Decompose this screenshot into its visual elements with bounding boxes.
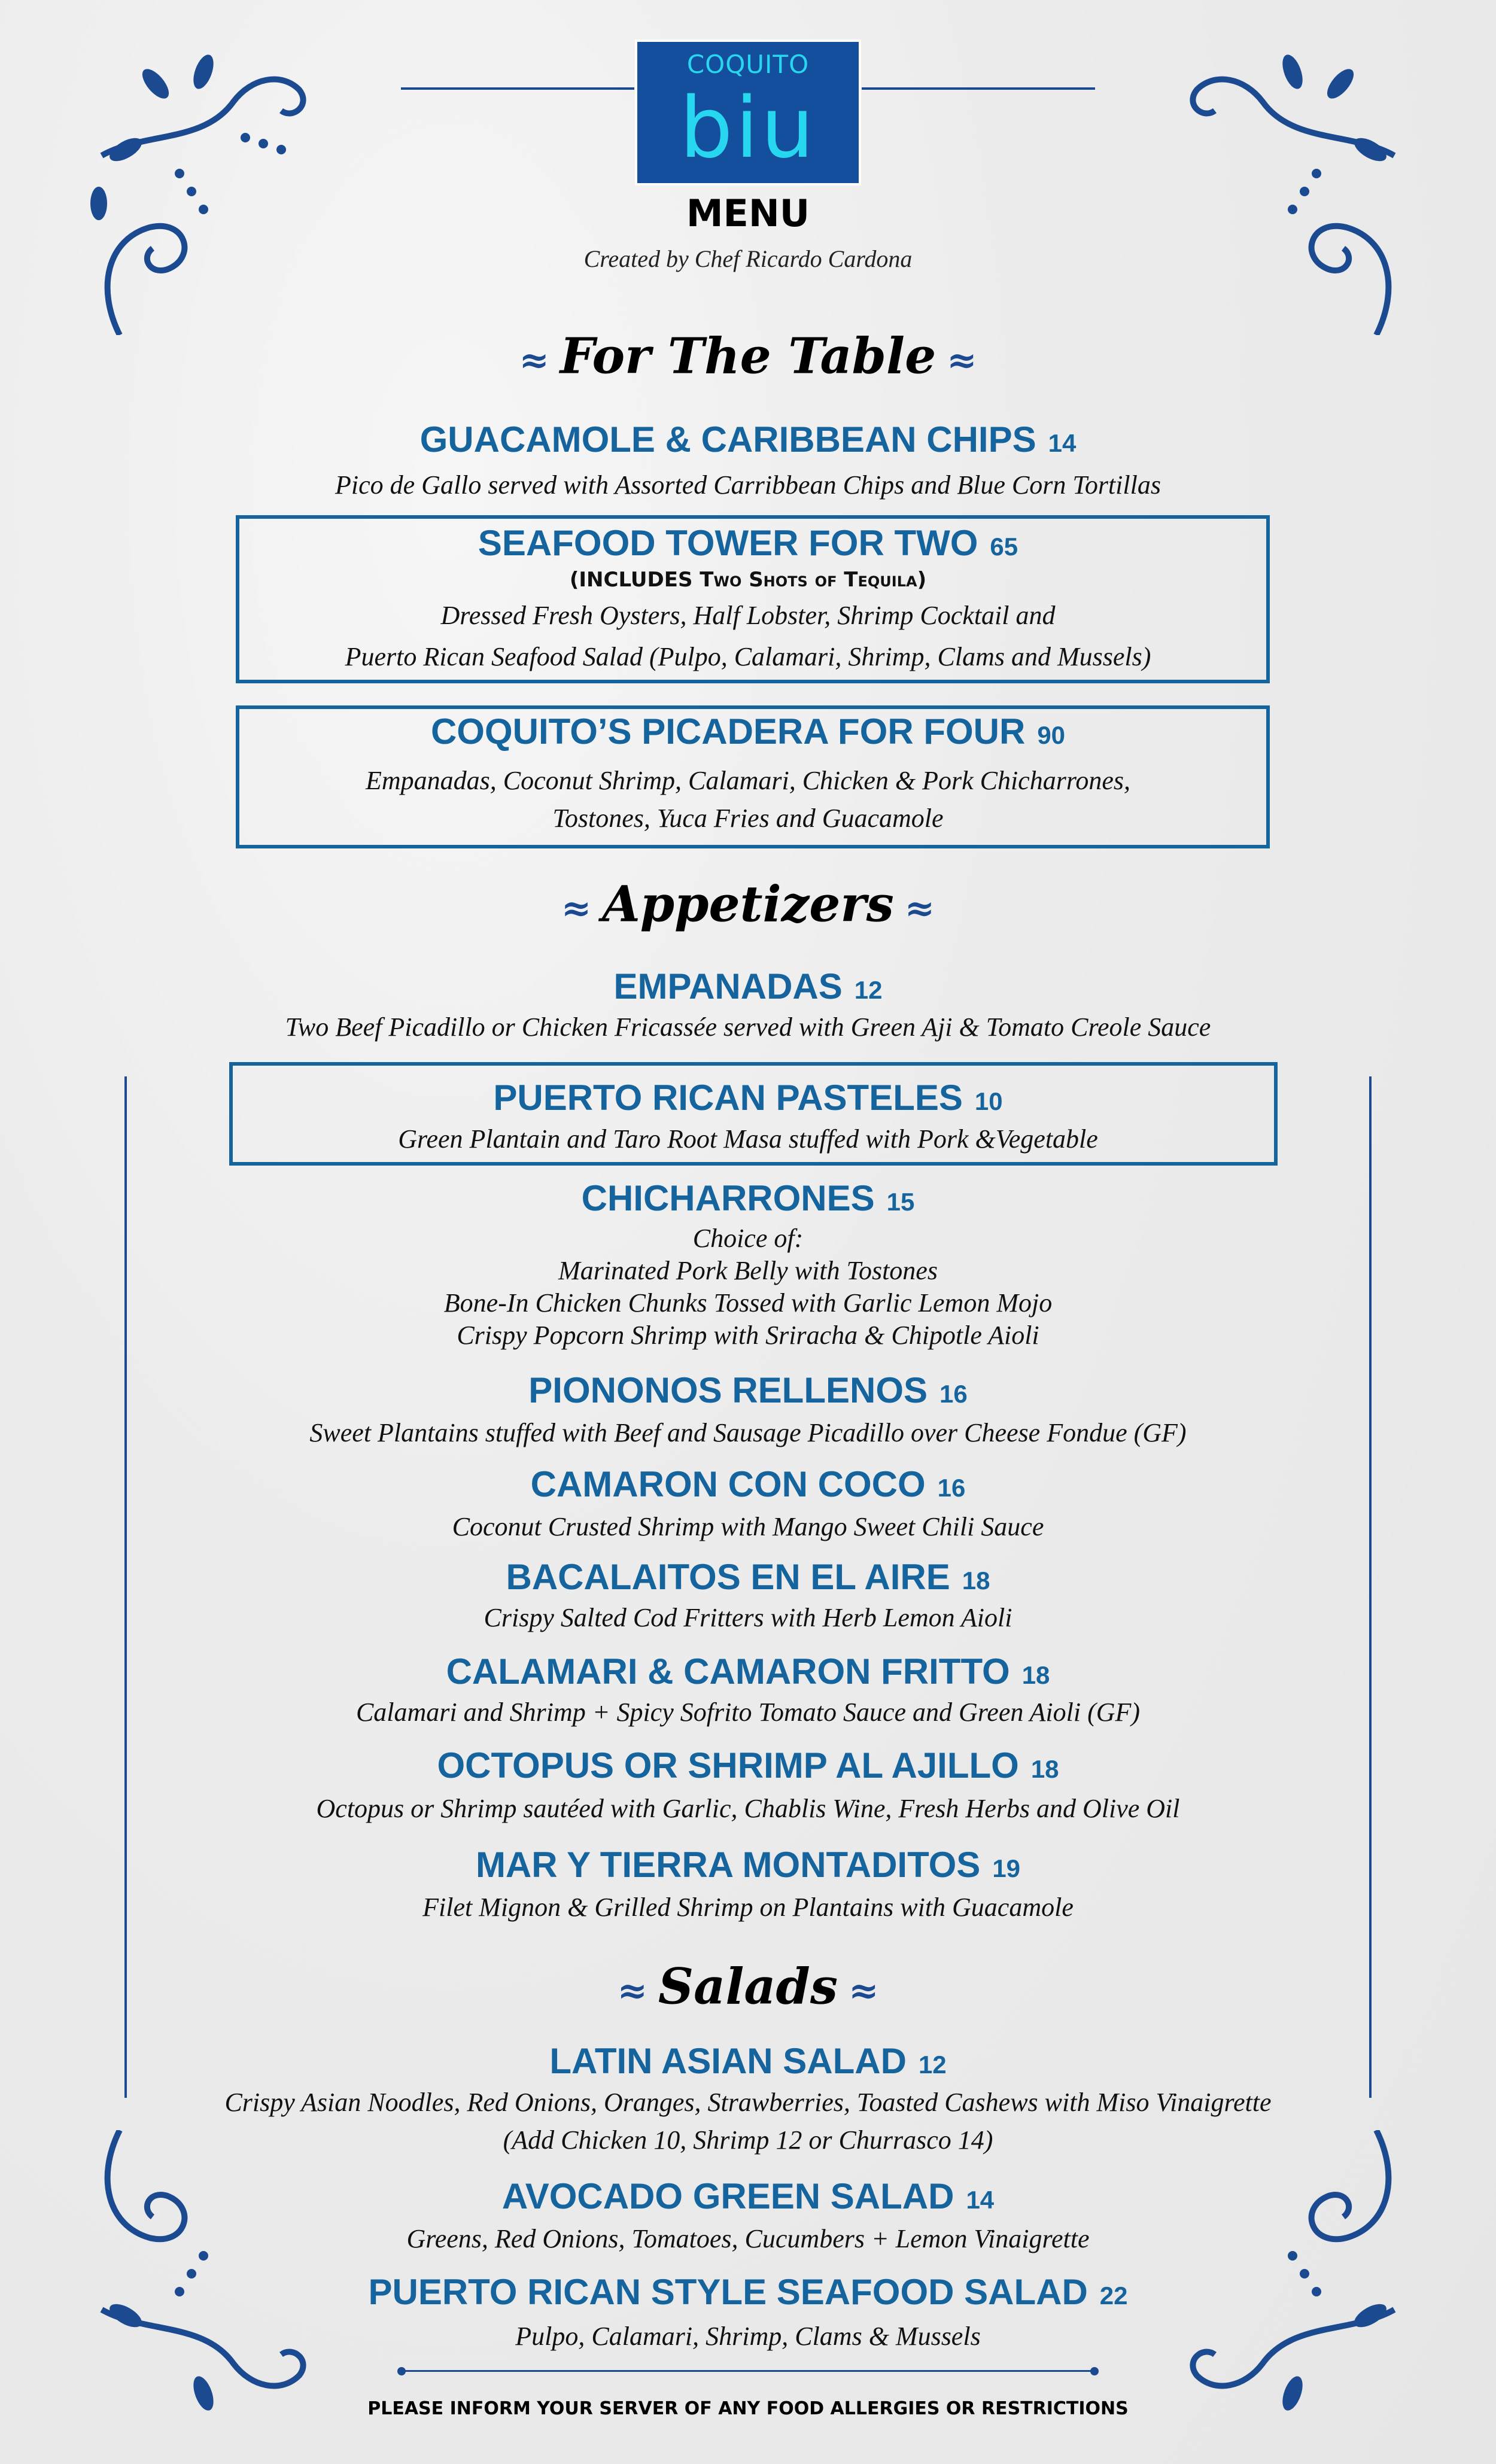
menu-item-desc: Green Plantain and Taro Root Masa stuffed with Pork &Vegetable [398,1124,1098,1154]
menu-item-desc: Pulpo, Calamari, Shrimp, Clams & Mussels [515,2322,981,2351]
menu-item-desc: Calamari and Shrimp + Spicy Sofrito Tomato Sauce and Green Aioli (GF) [355,1698,1141,1727]
bottom-divider-end [1090,2367,1099,2375]
flourish-icon: ≈ [849,1970,879,2012]
item-price: 16 [937,1474,966,1502]
logo-top-text: COQUITO [686,50,810,79]
allergy-notice: PLEASE INFORM YOUR SERVER OF ANY FOOD ALLERGIES OR RESTRICTIONS [367,2398,1129,2419]
item-name: GUACAMOLE & CARIBBEAN CHIPS [419,419,1036,460]
section-heading-text: Appetizers [602,875,894,933]
menu-item-title [0,2042,1496,2085]
menu-item-title [0,1845,1496,1888]
menu-item-title [0,1652,1496,1695]
item-name: CALAMARI & CAMARON FRITTO [446,1651,1010,1692]
flourish-icon: ≈ [947,339,977,382]
menu-item-desc: Crispy Popcorn Shrimp with Sriracha & Chipotle Aioli [457,1321,1039,1350]
corner-flourish-icon [1125,48,1412,335]
item-name: SEAFOOD TOWER FOR TWO [478,523,978,563]
item-price: 10 [974,1087,1003,1115]
menu-item-desc: Greens, Red Onions, Tomatoes, Cucumbers + Lemon Vinaigrette [406,2224,1090,2253]
section-heading-appetizers [0,876,1496,938]
item-price: 18 [962,1566,990,1595]
item-name: CHICHARRONES [581,1178,875,1218]
menu-item-desc: Choice of: [692,1224,804,1253]
menu-item-desc: Crispy Salted Cod Fritters with Herb Lemon Aioli [484,1603,1012,1632]
item-price: 12 [854,976,883,1004]
item-name: CAMARON CON COCO [530,1464,926,1504]
menu-item-desc: Empanadas, Coconut Shrimp, Calamari, Chicken & Pork Chicharrones, [366,766,1130,795]
flourish-icon: ≈ [561,887,592,930]
chef-credit: Created by Chef Ricardo Cardona [583,245,913,272]
menu-item-desc: Puerto Rican Seafood Salad (Pulpo, Calamari, Shrimp, Clams and Mussels) [345,642,1151,671]
item-name: EMPANADAS [613,966,843,1006]
menu-item-desc: Coconut Crusted Shrimp with Mango Sweet Chili Sauce [452,1512,1044,1541]
menu-item-desc: Bone-In Chicken Chunks Tossed with Garlic Lemon Mojo [443,1288,1053,1318]
item-name: PUERTO RICAN PASTELES [493,1078,963,1118]
menu-item-title [0,1371,1496,1414]
menu-item-title [0,524,1496,567]
menu-item-title [0,1078,1496,1121]
item-price: 90 [1037,721,1066,749]
flourish-icon: ≈ [904,887,935,930]
item-price: 19 [992,1854,1021,1882]
item-price: 15 [886,1188,915,1216]
item-price: 14 [966,2186,995,2214]
section-heading-text: For The Table [560,327,936,385]
menu-item-title [0,2273,1496,2316]
item-price: 65 [990,533,1018,561]
item-price: 18 [1030,1755,1059,1783]
section-heading-for-the-table [0,328,1496,390]
menu-item-desc: Tostones, Yuca Fries and Guacamole [552,804,944,833]
menu-item-title [0,967,1496,1010]
menu-item-desc: Octopus or Shrimp sautéed with Garlic, Chablis Wine, Fresh Herbs and Olive Oil [316,1794,1180,1823]
section-heading-salads [0,1958,1496,2020]
section-heading-text: Salads [658,1958,838,2016]
menu-item-title [0,712,1496,755]
item-name: PIONONOS RELLENOS [528,1370,928,1410]
menu-title: MENU [686,191,810,235]
menu-item-desc: Sweet Plantains stuffed with Beef and Sausage Picadillo over Cheese Fondue (GF) [309,1418,1187,1447]
menu-item-desc: Pico de Gallo served with Assorted Carribbean Chips and Blue Corn Tortillas [335,470,1161,500]
menu-item-desc: Two Beef Picadillo or Chicken Fricassée served with Green Aji & Tomato Creole Sauce [285,1012,1211,1042]
item-name: PUERTO RICAN STYLE SEAFOOD SALAD [368,2272,1088,2312]
corner-flourish-icon [84,48,371,335]
menu-item-title [0,1746,1496,1789]
item-price: 16 [939,1380,968,1408]
item-name: COQUITO’S PICADERA FOR FOUR [430,711,1026,752]
menu-item-desc: (Add Chicken 10, Shrimp 12 or Churrasco 14) [503,2125,993,2155]
item-price: 12 [918,2051,947,2079]
menu-item-title [0,1465,1496,1508]
brand-logo [635,39,861,185]
menu-item-desc: Marinated Pork Belly with Tostones [558,1256,938,1285]
bottom-divider [401,2370,1095,2372]
top-divider-left [401,87,634,90]
item-price: 14 [1048,429,1077,457]
bottom-divider-end [397,2367,406,2375]
item-name: AVOCADO GREEN SALAD [501,2176,954,2216]
menu-item-title [0,2177,1496,2220]
item-name: LATIN ASIAN SALAD [549,2041,907,2081]
menu-item-desc: Filet Mignon & Grilled Shrimp on Plantains with Guacamole [422,1893,1074,1922]
flourish-icon: ≈ [617,1970,647,2012]
menu-item-desc: Dressed Fresh Oysters, Half Lobster, Shrimp Cocktail and [440,601,1056,630]
item-name: OCTOPUS OR SHRIMP AL AJILLO [437,1745,1019,1785]
item-name: BACALAITOS EN EL AIRE [506,1557,950,1597]
menu-item-title [0,1179,1496,1222]
menu-item-note: (INCLUDES Two Shots of Tequila) [569,568,927,592]
item-name: MAR Y TIERRA MONTADITOS [475,1845,981,1885]
item-price: 22 [1099,2282,1128,2310]
menu-item-desc: Crispy Asian Noodles, Red Onions, Oranges, Strawberries, Toasted Cashews with Miso Vinaigrette [224,2088,1272,2117]
item-price: 18 [1021,1661,1050,1689]
menu-item-title [0,420,1496,463]
top-divider-right [862,87,1095,90]
logo-main-text: biu [679,80,817,177]
flourish-icon: ≈ [519,339,549,382]
menu-item-title [0,1558,1496,1601]
